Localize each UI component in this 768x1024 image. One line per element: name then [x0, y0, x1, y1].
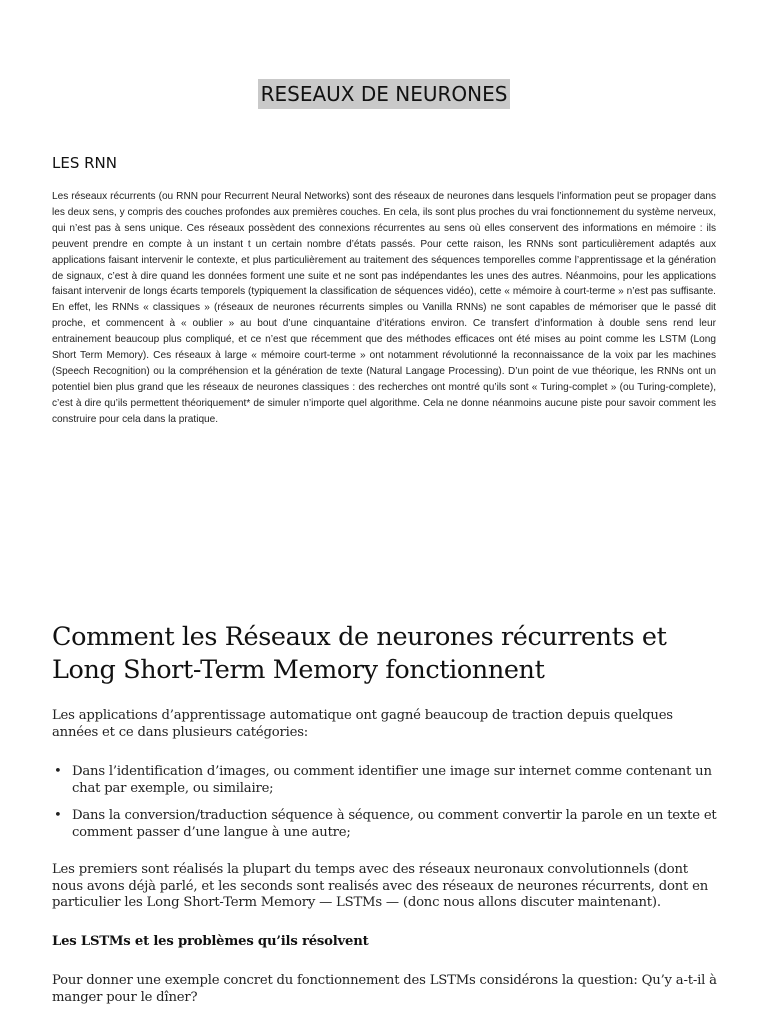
- document-title: RESEAUX DE NEURONES: [258, 79, 511, 109]
- article-paragraph-3: Pour donner une exemple concret du fonctionnement des LSTMs considérons la question: Qu’y a-t-il à manger pour le dîner?: [52, 973, 717, 1005]
- section-heading-rnn: LES RNN: [52, 154, 117, 172]
- bullet-list: [52, 764, 722, 852]
- article-paragraph-2: Les premiers sont réalisés la plupart du temps avec des réseaux neuronaux convolutionnels (dont nous avons déjà parlé, et les seconds sont realisés avec des réseaux de neurones récurrents, dont en particulier les Long Short-Term Memory — LSTMs — (donc nous allons discuter maintenant).: [52, 862, 708, 910]
- bullet-icon: •: [54, 808, 62, 823]
- list-item: [52, 808, 722, 841]
- bullet-text: Dans la conversion/traduction séquence à séquence, ou comment convertir la parole en un texte et comment passer d’une langue à une autre;: [72, 808, 717, 840]
- article-intro: Les applications d’apprentissage automatique ont gagné beaucoup de traction depuis quelques années et ce dans plusieurs catégories:: [52, 708, 673, 740]
- bullet-text: Dans l’identification d’images, ou comment identifier une image sur internet comme contenant un chat par exemple, ou similaire;: [72, 764, 712, 796]
- article-subheading: Les LSTMs et les problèmes qu’ils résolvent: [52, 934, 369, 949]
- rnn-paragraph: Les réseaux récurrents (ou RNN pour Recurrent Neural Networks) sont des réseaux de neurones dans lesquels l’information peut se propager dans les deux sens, y compris des couches profondes aux premières couches. En cela, ils sont plus proches du vrai fonctionnement du système nerveux, qui n’est pas à sens unique. Ces réseaux possèdent des connexions récurrentes au sens où elles conservent des informations en mémoire : ils peuvent prendre en compte à un instant t un certain nombre d’états passés. Pour cette raison, les RNNs sont particulièrement adaptés aux applications faisant intervenir le contexte, et plus particulièrement au traitement des séquences temporelles comme l’apprentissage et la génération de signaux, c’est à dire quand les données forment une suite et ne sont pas indépendantes les unes des autres. Néanmoins, pour les applications faisant intervenir de longs écarts temporels (typiquement la classification de séquences vidéo), cette « mémoire à court-terme » n’est pas suffisante. En effet, les RNNs « classiques » (réseaux de neurones récurrents simples ou Vanilla RNNs) ne sont capables de mémoriser que le passé dit proche, et commencent à « oublier » au bout d’une cinquantaine d’itérations environ. Ce transfert d’information à double sens rend leur entrainement beaucoup plus compliqué, et ce n’est que récemment que des méthodes efficaces ont été mises au point comme les LSTM (Long Short Term Memory). Ces réseaux à large « mémoire court-terme » ont notamment révolutionné la reconnaissance de la voix par les machines (Speech Recognition) ou la compréhension et la génération de texte (Natural Langage Processing). D’un point de vue théorique, les RNNs ont un potentiel bien plus grand que les réseaux de neurones classiques : des recherches ont montré qu’ils sont « Turing-complet » (ou Turing-complete), c’est à dire qu’ils permettent théoriquement* de simuler n’importe quel algorithme. Cela ne donne néanmoins aucune piste pour savoir comment les construire pour cela dans la pratique.: [52, 191, 716, 425]
- list-item: [52, 764, 722, 797]
- title-wrapper: [0, 79, 768, 109]
- article-title: Comment les Réseaux de neurones récurrents et Long Short-Term Memory fonctionnent: [52, 622, 667, 685]
- bullet-icon: •: [54, 764, 62, 779]
